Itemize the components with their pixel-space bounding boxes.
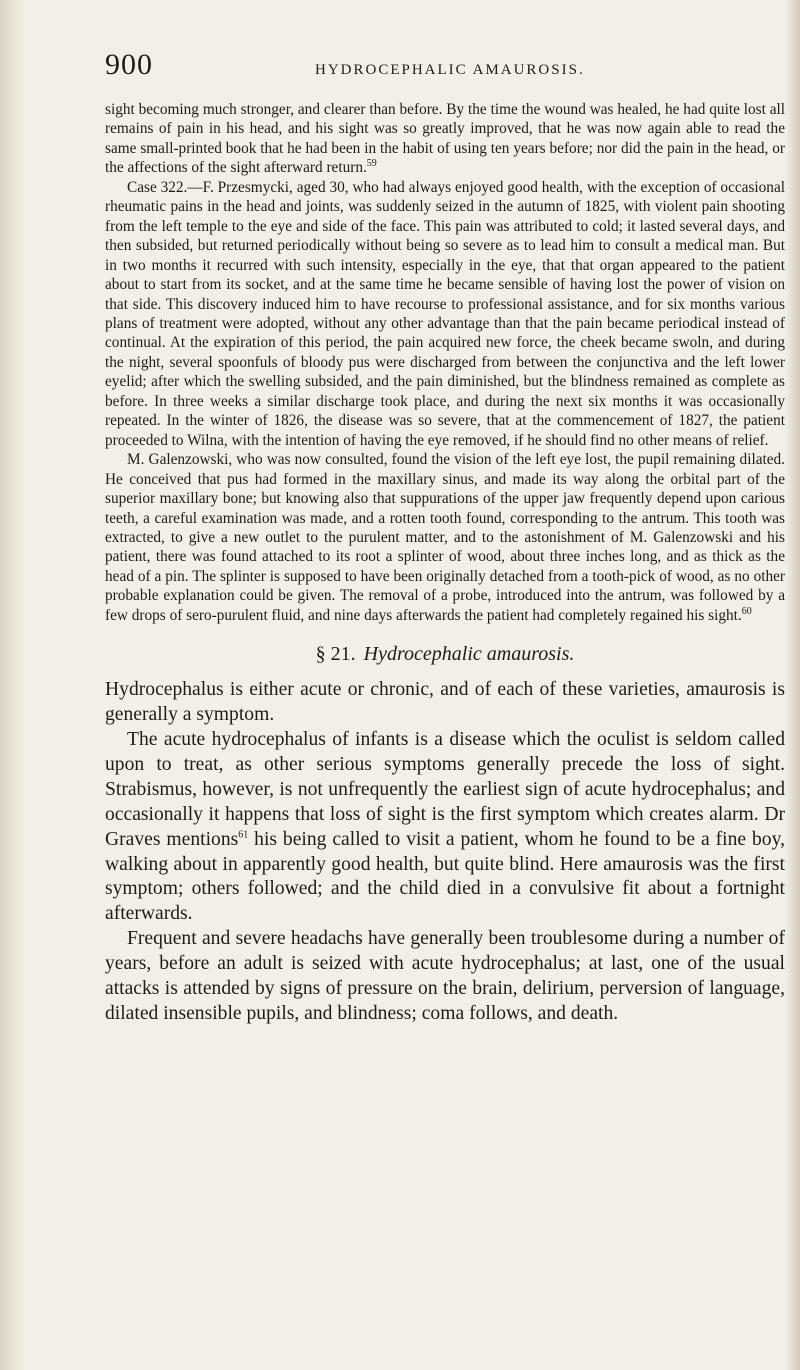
paragraph-continuation (105, 100, 785, 178)
footnote-ref: 61 (238, 829, 249, 841)
paragraph-text-cont: his being called to visit a patient, whom he found to be a fine boy, walking about in apparently good health, but quite blind. Here amaurosis was the first symptom; others followed; and the child died in a convulsive fit about a fortnight afterwards. (105, 828, 786, 925)
paragraph-text: Frequent and severe headachs have generally been troublesome during a number of years, before an adult is seized with acute hydrocephalus; at last, one of the usual attacks is attended by signs of pressure on the brain, delirium, perversion of language, dilated insensible pupils, and blindness; coma follows, and death. (105, 928, 785, 1025)
paragraph-adult (105, 927, 785, 1027)
paragraph-case-322 (105, 178, 785, 450)
paragraph-text: The acute hydrocephalus of infants is a disease which the oculist is seldom called upon to treat, as other serious symptoms generally precede the loss of sight. Strabismus, however, is not unfrequently the earliest sign of acute hydrocephalus; and occasionally it happens that loss of sight is the first symptom which creates alarm. Dr Graves mentions (105, 729, 785, 850)
page-edge-right (786, 0, 800, 1370)
page-number: 900 (105, 48, 153, 81)
paragraph-text: Hydrocephalus is either acute or chronic, and of each of these varieties, amaurosis is generally a symptom. (105, 679, 785, 726)
case-report-block (105, 100, 785, 625)
paragraph-text: Case 322.—F. Przesmycki, aged 30, who had always enjoyed good health, with the exception of occasional rheumatic pains in the head and joints, was suddenly seized in the autumn of 1825, with violent pain shooting from the left temple to the eye and side of the face. This pain was attributed to cold; it lasted several days, and then subsided, but returned periodically without being so severe as to lead him to consult a medical man. But in two months it recurred with such intensity, especially in the eye, that that organ appeared to the patient about to start from its socket, and at the same time he became sensible of having lost the power of vision on that side. This discovery induced him to have recourse to professional assistance, and for six months various plans of treatment were adopted, without any other advantage than that the pain became periodical instead of continual. At the expiration of this period, the pain acquired new force, the cheek became swoln, and during the night, several spoonfuls of bloody pus were discharged from between the conjunctiva and the left lower eyelid; after which the swelling subsided, and the pain diminished, but the blindness remained as complete as before. In three weeks a similar discharge took place, and during the next six months it was occasionally repeated. In the winter of 1826, the disease was so severe, that at the commencement of 1827, the patient proceeded to Wilna, with the intention of having the eye removed, if he should find no other means of relief. (105, 178, 785, 449)
page-header (105, 48, 785, 84)
footnote-ref: 59 (366, 158, 377, 170)
paragraph-acute-infants (105, 728, 785, 927)
book-page (105, 48, 785, 1027)
footnote-ref: 60 (741, 605, 752, 617)
page-edge-left (0, 0, 26, 1370)
paragraph-text: M. Galenzowski, who was now consulted, found the vision of the left eye lost, the pupil remaining dilated. He conceived that pus had formed in the maxillary sinus, and made its way along the orbital part of the superior maxillary bone; but knowing also that suppurations of the upper jaw frequently depend upon carious teeth, a careful examination was made, and a rotten tooth found, corresponding to the antrum. This tooth was extracted, to give a new outlet to the purulent matter, and to the astonishment of M. Galenzowski and his patient, there was found attached to its root a splinter of wood, about three inches long, and as thick as the head of a pin. The splinter is supposed to have been originally detached from a tooth-pick of wood, as no other probable explanation could be given. The removal of a probe, introduced into the antrum, was followed by a few drops of sero-purulent fluid, and nine days afterwards the patient had completely regained his sight. (105, 451, 785, 624)
running-title: HYDROCEPHALIC AMAUROSIS. (315, 62, 585, 78)
section-title: Hydrocephalic amaurosis. (363, 643, 575, 666)
section-number: § 21. (315, 643, 356, 666)
paragraph-text: sight becoming much stronger, and clearer than before. By the time the wound was healed, he had quite lost all remains of pain in his head, and his sight was so greatly improved, that he was now again able to read the same small-printed book that he had been in the habit of using ten years before; nor did the pain in the head, or the affections of the sight afterward return. (105, 101, 785, 177)
paragraph-intro (105, 678, 785, 728)
section-heading (105, 643, 785, 666)
paragraph-galenzowski (105, 450, 785, 625)
section-body (105, 678, 785, 1027)
